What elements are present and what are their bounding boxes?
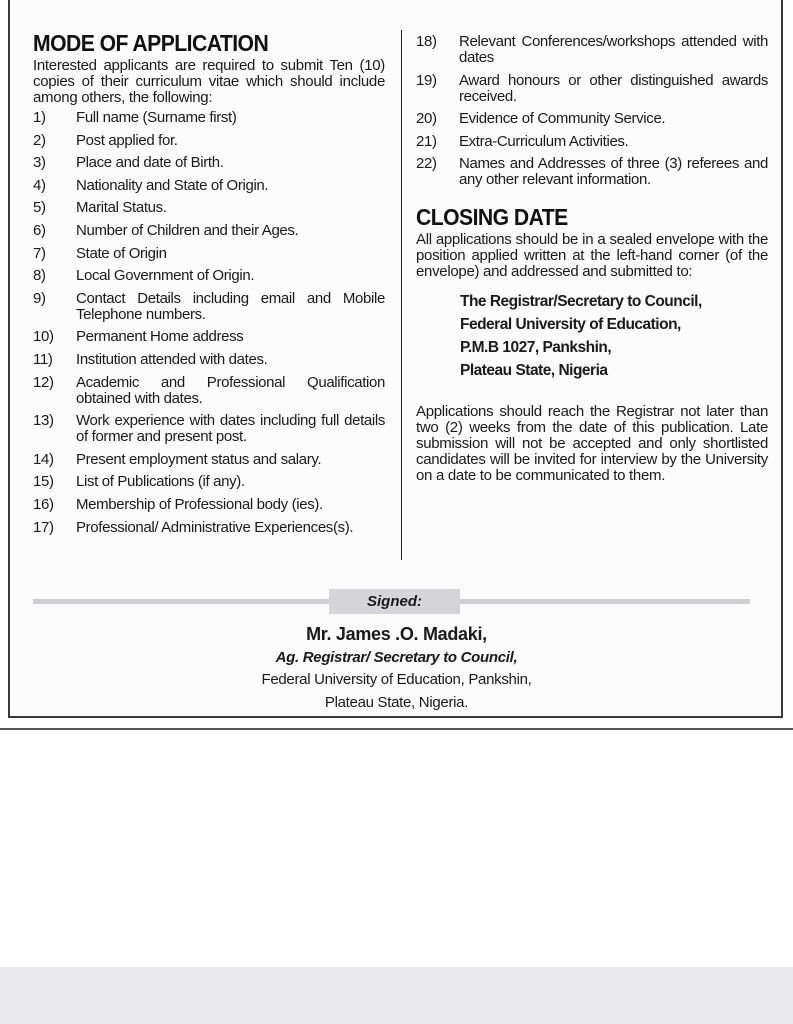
signature-rule-right — [460, 599, 750, 604]
item-text: List of Publications (if any). — [76, 473, 245, 491]
column-divider — [401, 30, 402, 560]
list-item — [416, 34, 768, 66]
item-text: Institution attended with dates. — [76, 350, 268, 368]
registrar-address — [460, 290, 768, 382]
address-line: Federal University of Education, — [460, 316, 681, 334]
address-line: The Registrar/Secretary to Council, — [460, 293, 702, 311]
list-item — [33, 352, 385, 368]
signatory-institution: Federal University of Education, Pankshin, — [261, 671, 532, 688]
item-number: 13) — [33, 412, 54, 430]
item-text: Professional/ Administrative Experiences(s). — [76, 518, 354, 536]
item-number: 1) — [33, 109, 46, 126]
address-line: P.M.B 1027, Pankshin, — [460, 339, 612, 357]
item-text: Post applied for. — [76, 131, 178, 149]
item-text: Place and date of Birth. — [76, 154, 224, 172]
item-number: 8) — [33, 267, 46, 285]
list-item — [416, 156, 768, 188]
item-number: 12) — [33, 373, 54, 391]
item-text: State of Origin — [76, 244, 167, 262]
item-text: Evidence of Community Service. — [459, 110, 666, 128]
bottom-band — [0, 967, 793, 1024]
item-number: 3) — [33, 154, 46, 172]
item-text: Nationality and State of Origin. — [76, 176, 269, 194]
list-item — [33, 223, 385, 239]
list-item — [33, 200, 385, 216]
item-text: Work experience with dates including full details of former and present post. — [76, 412, 385, 446]
item-text: Full name (Surname first) — [76, 109, 237, 126]
item-number: 9) — [33, 289, 46, 307]
item-number: 4) — [33, 176, 46, 194]
closing-date-note: Applications should reach the Registrar not later than two (2) weeks from the date of this publication. Late submission will not be accepted and only shortlisted candidates will be invited for interview by the University on a date to be communicated to them. — [416, 403, 768, 485]
item-text: Local Government of Origin. — [76, 267, 255, 285]
list-item — [33, 178, 385, 194]
item-text: Membership of Professional body (ies). — [76, 495, 323, 513]
page-edge-line — [0, 728, 793, 730]
list-item — [33, 497, 385, 513]
list-item — [33, 246, 385, 262]
list-item — [33, 452, 385, 468]
list-item — [33, 268, 385, 284]
item-number: 6) — [33, 221, 46, 239]
signed-label: Signed: — [329, 589, 460, 614]
item-number: 16) — [33, 495, 54, 513]
address-line: Plateau State, Nigeria — [460, 362, 608, 380]
item-number: 10) — [33, 328, 54, 346]
item-text: Academic and Professional Qualification obtained with dates. — [76, 373, 385, 407]
list-item — [416, 73, 768, 105]
item-number: 18) — [416, 33, 437, 50]
signatory-location: Plateau State, Nigeria. — [324, 694, 469, 711]
item-number: 14) — [33, 450, 54, 468]
item-text: Marital Status. — [76, 199, 167, 217]
mode-of-application-intro: Interested applicants are required to submit Ten (10) copies of their curriculum vitae which should include among others, the following: — [33, 57, 385, 106]
closing-date-heading: CLOSING DATE — [416, 204, 568, 231]
signature-rule-left — [33, 599, 329, 604]
item-number: 20) — [416, 110, 437, 128]
item-number: 22) — [416, 155, 437, 173]
item-text: Number of Children and their Ages. — [76, 221, 299, 239]
item-number: 11) — [33, 350, 53, 368]
list-item — [33, 155, 385, 171]
item-text: Extra-Curriculum Activities. — [459, 132, 629, 150]
list-item — [33, 413, 385, 445]
item-text: Permanent Home address — [76, 328, 244, 346]
list-item — [33, 291, 385, 323]
list-item — [33, 520, 385, 536]
signatory-role: Ag. Registrar/ Secretary to Council, — [275, 649, 518, 666]
right-column — [416, 30, 768, 484]
requirements-list — [33, 110, 385, 536]
mode-of-application-heading: MODE OF APPLICATION — [33, 30, 269, 56]
item-text: Present employment status and salary. — [76, 450, 322, 468]
list-item — [33, 474, 385, 490]
item-text: Contact Details including email and Mobile Telephone numbers. — [76, 289, 385, 323]
requirements-list-continued — [416, 34, 768, 188]
item-number: 21) — [416, 132, 437, 150]
item-text: Names and Addresses of three (3) referees and any other relevant information. — [459, 155, 768, 189]
list-item — [33, 133, 385, 149]
item-number: 19) — [416, 71, 437, 89]
list-item — [33, 375, 385, 407]
closing-date-intro: All applications should be in a sealed envelope with the position applied written at the left-hand corner (of the envelope) and addressed and submitted to: — [416, 231, 768, 281]
item-text: Award honours or other distinguished awards received. — [459, 71, 768, 105]
list-item — [416, 111, 768, 127]
item-number: 15) — [33, 473, 54, 491]
list-item — [33, 329, 385, 345]
item-number: 2) — [33, 131, 46, 149]
signatory-name: Mr. James .O. Madaki, — [306, 624, 487, 644]
item-number: 5) — [33, 199, 46, 217]
list-item — [33, 110, 385, 126]
item-number: 7) — [33, 244, 46, 262]
item-number: 17) — [33, 518, 54, 536]
mode-of-application-section — [33, 30, 385, 542]
item-text: Relevant Conferences/workshops attended with dates — [459, 33, 768, 66]
list-item — [416, 134, 768, 150]
